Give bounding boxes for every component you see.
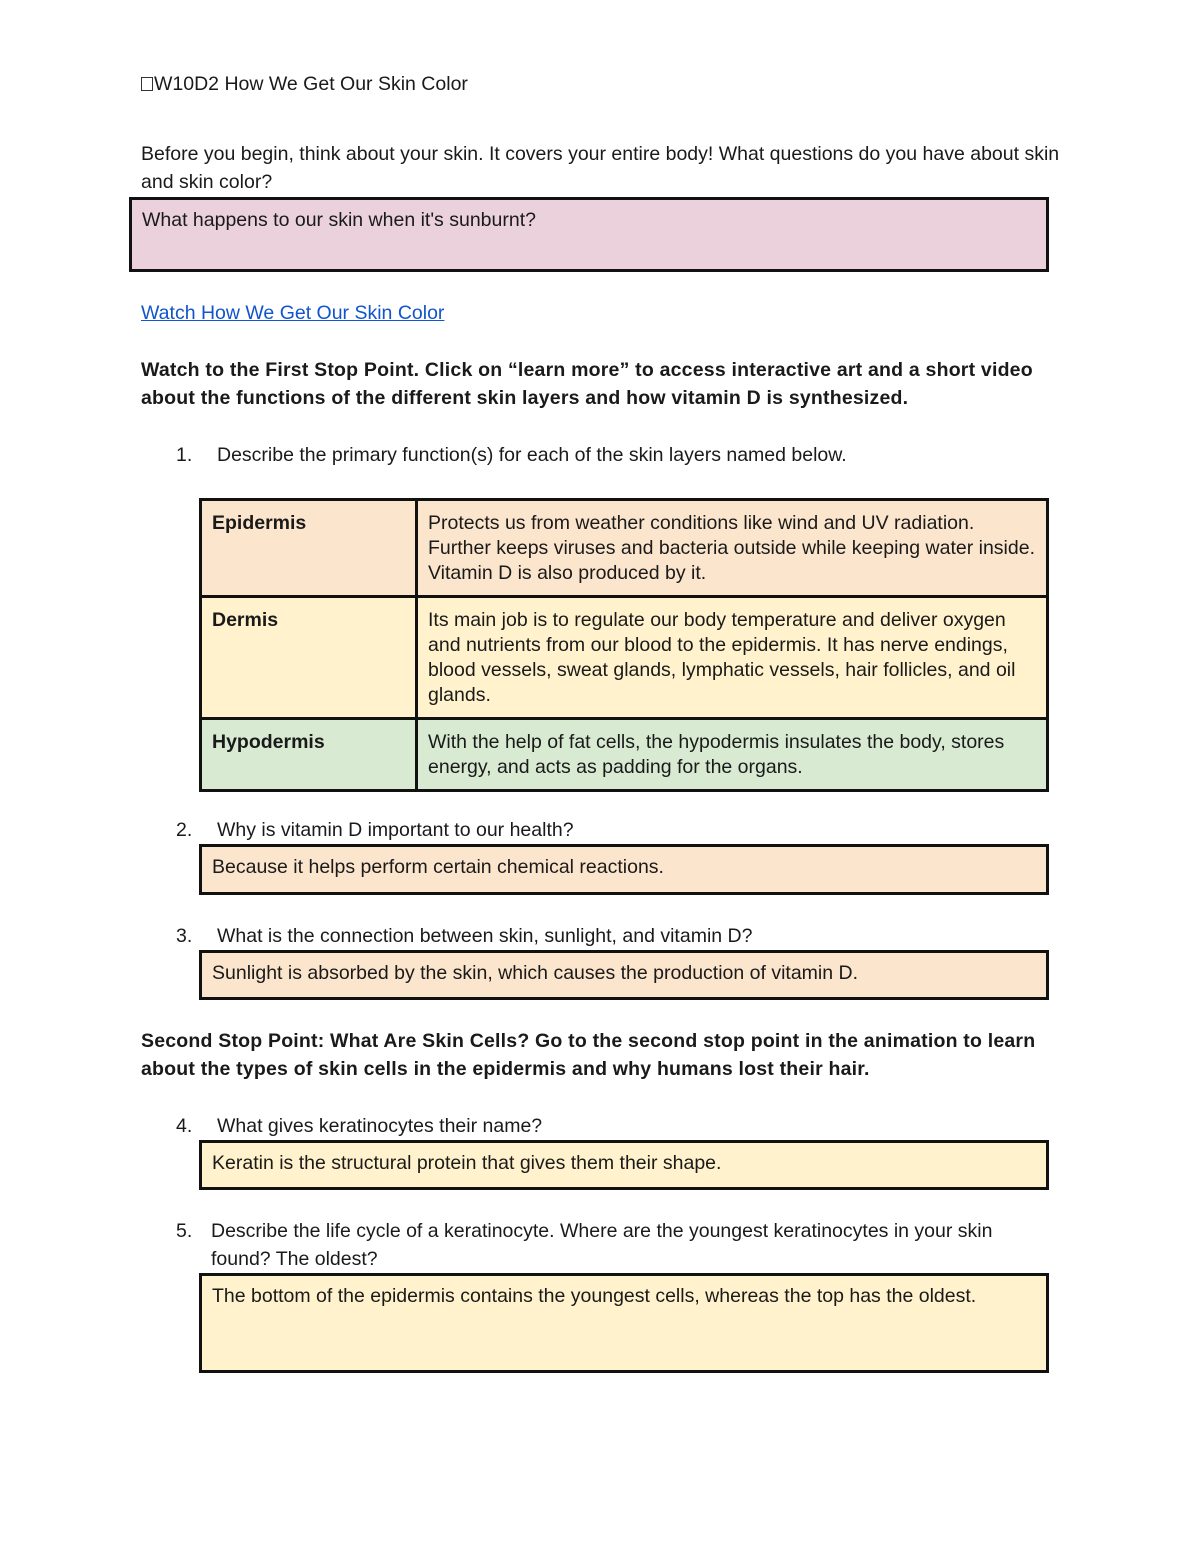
answer-text: The bottom of the epidermis contains the youngest cells, whereas the top has the oldest. <box>212 1285 977 1307</box>
question-number: 3. <box>176 925 193 947</box>
table-row-dermis <box>201 597 1048 719</box>
answer-text: Sunlight is absorbed by the skin, which causes the production of vitamin D. <box>212 962 859 984</box>
layer-function-cell[interactable]: With the help of fat cells, the hypodermis insulates the body, stores energy, and acts as padding for the organs. <box>417 719 1048 791</box>
question-number: 2. <box>176 819 193 841</box>
intro-prompt: Before you begin, think about your skin. It covers your entire body! What questions do you have about skin and skin color? <box>141 143 1060 193</box>
first-stop-instructions: Watch to the First Stop Point. Click on “learn more” to access interactive art and a short video about the functions of the different skin layers and how vitamin D is synthesized. <box>141 359 1033 409</box>
question-text: Describe the primary function(s) for each of the skin layers named below. <box>217 444 847 466</box>
watch-video-link[interactable]: Watch How We Get Our Skin Color <box>141 302 445 324</box>
question-number: 5. <box>176 1220 193 1242</box>
document-title-text: W10D2 How We Get Our Skin Color <box>154 73 468 95</box>
question-text: Why is vitamin D important to our health? <box>217 819 574 841</box>
answer-box-4[interactable] <box>199 1140 1049 1190</box>
intro-answer-box[interactable] <box>129 197 1049 272</box>
question-text: What is the connection between skin, sunlight, and vitamin D? <box>217 925 753 947</box>
second-stop-instructions: Second Stop Point: What Are Skin Cells? Go to the second stop point in the animation to learn about the types of skin cells in the epidermis and why humans lost their hair. <box>141 1030 1036 1080</box>
document-title <box>141 70 468 98</box>
layer-function-cell[interactable]: Its main job is to regulate our body temperature and deliver oxygen and nutrients from our blood to the epidermis. It has nerve endings, blood vessels, sweat glands, lymphatic vessels, hair follicles, and oil glands. <box>417 597 1048 719</box>
question-number: 4. <box>176 1115 193 1137</box>
table-row-epidermis <box>201 500 1048 597</box>
question-text: What gives keratinocytes their name? <box>217 1115 543 1137</box>
skin-layers-table <box>199 498 1049 792</box>
layer-name-cell: Epidermis <box>201 500 417 597</box>
table-row-hypodermis <box>201 719 1048 791</box>
question-number: 1. <box>176 444 193 466</box>
answer-text: Because it helps perform certain chemical reactions. <box>212 856 664 878</box>
answer-box-3[interactable] <box>199 950 1049 1000</box>
checkbox-glyph-icon <box>141 77 153 91</box>
layer-name-cell: Dermis <box>201 597 417 719</box>
intro-answer-text: What happens to our skin when it's sunburnt? <box>142 209 536 231</box>
layer-function-cell[interactable]: Protects us from weather conditions like wind and UV radiation. Further keeps viruses and bacteria outside while keeping water inside. Vitamin D is also produced by it. <box>417 500 1048 597</box>
answer-box-2[interactable] <box>199 844 1049 895</box>
answer-text: Keratin is the structural protein that gives them their shape. <box>212 1152 722 1174</box>
question-text: Describe the life cycle of a keratinocyte. Where are the youngest keratinocytes in your skin found? The oldest? <box>211 1220 993 1270</box>
answer-box-5[interactable] <box>199 1273 1049 1373</box>
layer-name-cell: Hypodermis <box>201 719 417 791</box>
